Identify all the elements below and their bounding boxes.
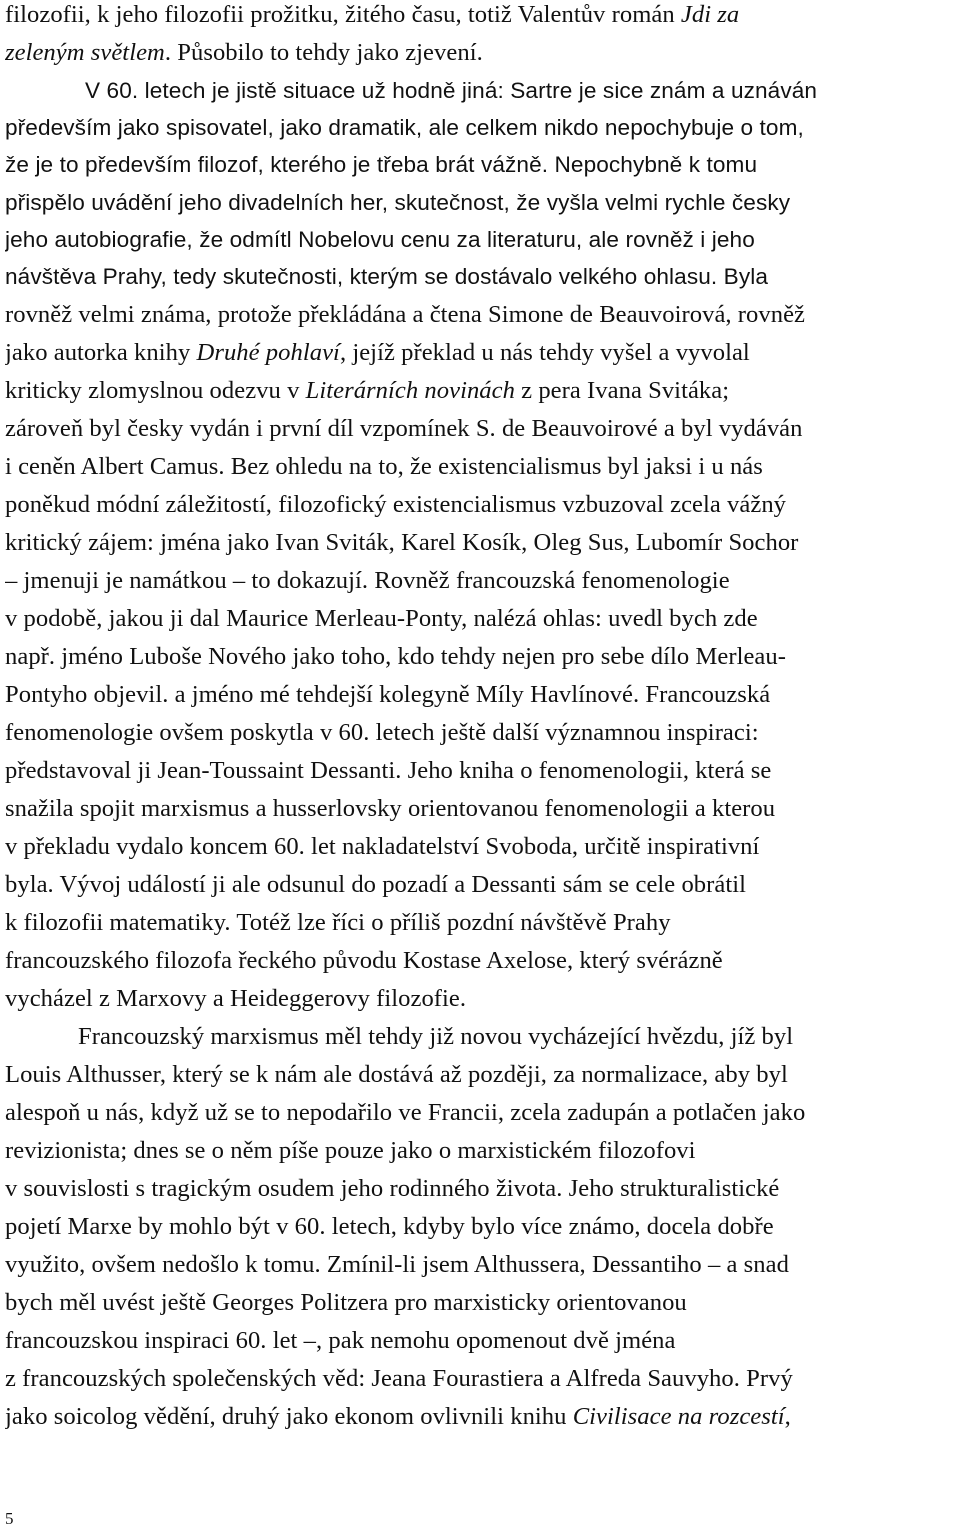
text-line: v podobě, jakou ji dal Maurice Merleau-Ponty, nalézá ohlas: uvedl bych zde — [5, 605, 758, 632]
text-line: v souvislosti s tragickým osudem jeho rodinného života. Jeho strukturalistické — [5, 1175, 780, 1202]
text-line: rovněž velmi známa, protože překládána a čtena Simone de Beauvoirová, rovněž — [5, 301, 806, 328]
text-line: vycházel z Marxovy a Heideggerovy filozofie. — [5, 985, 467, 1012]
text-line: alespoň u nás, když už se to nepodařilo ve Francii, zcela zadupán a potlačen jako — [5, 1099, 806, 1126]
text-line: pojetí Marxe by mohlo být v 60. letech, kdyby bylo více známo, docela dobře — [5, 1213, 774, 1240]
text-line: V 60. letech je jistě situace už hodně jiná: Sartre je sice znám a uznáván — [85, 78, 818, 103]
page-number: 5 — [5, 1509, 14, 1528]
text-line: např. jméno Luboše Nového jako toho, kdo tehdy nejen pro sebe dílo Merleau- — [5, 643, 786, 670]
text-line: francouzskou inspiraci 60. let –, pak nemohu opomenout dvě jména — [5, 1327, 676, 1354]
text-line: filozofii, k jeho filozofii prožitku, žitého času, totiž Valentův román Jdi za — [5, 1, 740, 28]
text-line: zároveň byl česky vydán i první díl vzpomínek S. de Beauvoirové a byl vydáván — [5, 415, 803, 442]
text-line: návštěva Prahy, tedy skutečnosti, kterým se dostávalo velkého ohlasu. Byla — [5, 264, 768, 289]
text-line: představoval ji Jean-Toussaint Dessanti. Jeho kniha o fenomenologii, která se — [5, 757, 772, 784]
text-line: kritický zájem: jména jako Ivan Sviták, Karel Kosík, Oleg Sus, Lubomír Sochor — [5, 529, 799, 556]
text-line: v překladu vydalo koncem 60. let nakladatelství Svoboda, určitě inspirativní — [5, 833, 760, 860]
text-line: byla. Vývoj událostí ji ale odsunul do pozadí a Dessanti sám se cele obrátil — [5, 871, 746, 898]
text-line: k filozofii matematiky. Totéž lze říci o příliš pozdní návštěvě Prahy — [5, 909, 671, 936]
text-line: zeleným světlem. Působilo to tehdy jako zjevení. — [5, 39, 483, 66]
text-line: jako soicolog vědění, druhý jako ekonom ovlivnili knihu Civilisace na rozcestí, — [5, 1403, 791, 1430]
text-line: přispělo uvádění jeho divadelních her, skutečnost, že vyšla velmi rychle česky — [5, 190, 791, 215]
text-line: – jmenuji je namátkou – to dokazují. Rovněž francouzská fenomenologie — [5, 567, 730, 594]
text-line: fenomenologie ovšem poskytla v 60. letech ještě další významnou inspiraci: — [5, 719, 759, 746]
text-line: že je to především filozof, kterého je třeba brát vážně. Nepochybně k tomu — [5, 152, 758, 177]
text-line: revizionista; dnes se o něm píše pouze jako o marxistickém filozofovi — [5, 1137, 696, 1164]
text-line: francouzského filozofa řeckého původu Kostase Axelose, který svérázně — [5, 947, 723, 974]
text-line: využito, ovšem nedošlo k tomu. Zmínil-li jsem Althussera, Dessantiho – a snad — [5, 1251, 789, 1278]
text-line: Pontyho objevil. a jméno mé tehdejší kolegyně Míly Havlínové. Francouzská — [5, 681, 771, 708]
text-line: poněkud módní záležitostí, filozofický existencialismus vzbuzoval zcela vážný — [5, 491, 787, 518]
text-line: kriticky zlomyslnou odezvu v Literárních novinách z pera Ivana Svitáka; — [5, 377, 730, 404]
text-line: z francouzských společenských věd: Jeana Fourastiera a Alfreda Sauvyho. Prvý — [5, 1365, 793, 1392]
text-line: Louis Althusser, který se k nám ale dostává až později, za normalizace, aby byl — [5, 1061, 788, 1088]
text-line: jako autorka knihy Druhé pohlaví, jejíž překlad u nás tehdy vyšel a vyvolal — [5, 339, 750, 366]
text-line: především jako spisovatel, jako dramatik, ale celkem nikdo nepochybuje o tom, — [5, 115, 804, 140]
text-line: snažila spojit marxismus a husserlovsky orientovanou fenomenologii a kterou — [5, 795, 776, 822]
text-line: Francouzský marxismus měl tehdy již novou vycházející hvězdu, jíž byl — [78, 1023, 794, 1050]
text-line: i ceněn Albert Camus. Bez ohledu na to, že existencialismus byl jaksi i u nás — [5, 453, 763, 480]
text-line: jeho autobiografie, že odmítl Nobelovu cenu za literaturu, ale rovněž i jeho — [5, 227, 755, 252]
text-line: bych měl uvést ještě Georges Politzera pro marxisticky orientovanou — [5, 1289, 687, 1316]
